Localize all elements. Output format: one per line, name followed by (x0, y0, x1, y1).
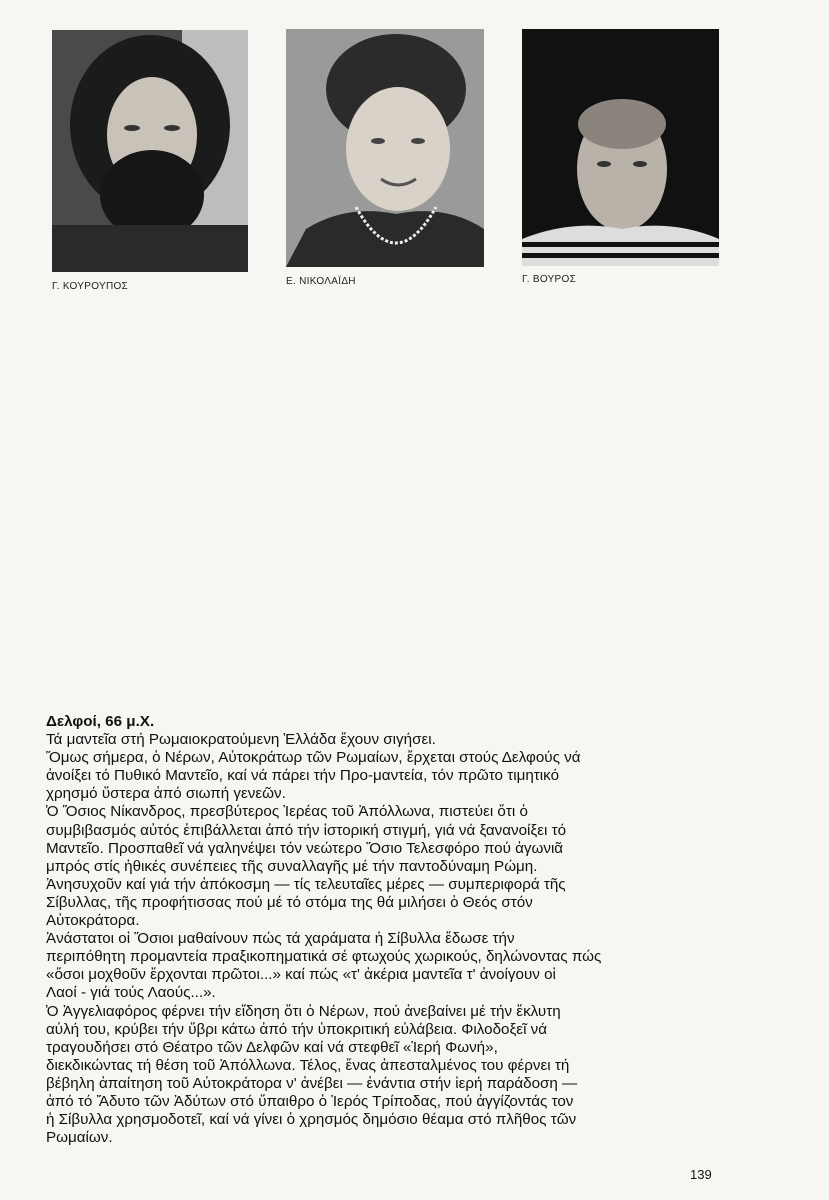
portrait-image (286, 29, 484, 267)
article-line: Αὐτοκράτορα. (46, 912, 140, 930)
page-number: 139 (690, 1167, 712, 1182)
article-line: «ὅσοι μοχθοῦν ἔρχονται πρῶτοι...» καί πώς «τ' ἀκέρια μαντεῖα τ' ἀνοίγουν οἱ (46, 966, 556, 984)
portrait-image (52, 30, 248, 272)
article-body (46, 713, 736, 1147)
article-line: διεκδικώντας τή θέση τοῦ Ἀπόλλωνα. Τέλος, ἕνας ἀπεσταλμένος του φέρνει τή (46, 1056, 570, 1074)
photo-caption: Ε. ΝΙΚΟΛΑΪΔΗ (286, 276, 356, 287)
article-line: μπρός στίς ἠθικές συνέπειες τῆς συναλλαγῆς μέ τήν παντοδύναμη Ρώμη. (46, 857, 538, 875)
article-line: Τά μαντεῖα στή Ρωμαιοκρατούμενη Ἑλλάδα ἔχουν σιγήσει. (46, 731, 436, 749)
photo-caption: Γ. ΚΟΥΡΟΥΠΟΣ (52, 281, 129, 292)
portrait-image (522, 29, 719, 266)
article-line: Ὁ Ὅσιος Νίκανδρος, πρεσβύτερος Ἱερέας τοῦ Ἀπόλλωνα, πιστεύει ὅτι ὁ (46, 803, 528, 821)
article-line: Ρωμαίων. (46, 1129, 113, 1147)
article-line: Μαντεῖο. Προσπαθεῖ νά γαληνέψει τόν νεώτερο Ὅσιο Τελεσφόρο πού ἀγωνιᾶ (46, 839, 564, 857)
article-heading: Δελφοί, 66 μ.Χ. (46, 713, 155, 730)
article-line: ἀνοίξει τό Πυθικό Μαντεῖο, καί νά πάρει τήν Προ-μαντεία, τόν πρῶτο τιμητικό (46, 767, 560, 785)
portrait-photo-kouroupos (52, 30, 248, 272)
article-line: αὐλή του, κρύβει τήν ὕβρι κάτω ἀπό τήν ὑποκριτική εὐλάβεια. Φιλοδοξεῖ νά (46, 1020, 548, 1038)
article-line: βέβηλη ἀπαίτηση τοῦ Αὐτοκράτορα ν' ἀνέβει — ἐνάντια στήν ἱερή παράδοση — (46, 1074, 578, 1092)
article-line: συμβιβασμός αὐτός ἐπιβάλλεται ἀπό τήν ἱστορική στιγμή, γιά νά ξανανοίξει τό (46, 821, 567, 839)
article-line: Σίβυλλας, τῆς προφήτισσας πού μέ τό στόμα της θά μιλήσει ὁ Θεός στόν (46, 893, 533, 911)
article-line: τραγουδήσει στό Θέατρο τῶν Δελφῶν καί νά στεφθεῖ «Ἱερή Φωνή», (46, 1038, 498, 1056)
article-line: ἡ Σίβυλλα χρησμοδοτεῖ, καί νά γίνει ὁ χρησμός δημόσιο θέαμα στό πλῆθος τῶν (46, 1111, 577, 1129)
photo-caption: Γ. ΒΟΥΡΟΣ (522, 274, 577, 285)
article-line: ἀπό τό Ἄδυτο τῶν Ἀδύτων στό ὕπαιθρο ὁ Ἱερός Τρίποδας, πού ἀγγίζοντάς τον (46, 1092, 574, 1110)
article-line: Ὁ Ἀγγελιαφόρος φέρνει τήν εἴδηση ὅτι ὁ Νέρων, πού ἀνεβαίνει μέ τήν ἔκλυτη (46, 1002, 561, 1020)
article-line: Ὅμως σήμερα, ὁ Νέρων, Αὐτοκράτωρ τῶν Ρωμαίων, ἔρχεται στούς Δελφούς νά (46, 749, 581, 767)
article-line: Ἀνησυχοῦν καί γιά τήν ἀπόκοσμη — τίς τελευταῖες μέρες — συμπεριφορά τῆς (46, 875, 566, 893)
article-line: Ἀνάστατοι οἱ Ὅσιοι μαθαίνουν πώς τά χαράματα ἡ Σίβυλλα ἔδωσε τήν (46, 930, 515, 948)
portrait-photo-nikolaidi (286, 29, 484, 267)
article-line: περιπόθητη προμαντεία πραξικοπηματικά σέ φτωχούς χωρικούς, δηλώνοντας πώς (46, 948, 602, 966)
portrait-photo-vouros (522, 29, 719, 266)
article-line: Λαοί - γιά τούς Λαούς...». (46, 984, 216, 1002)
article-line: χρησμό ὕστερα ἀπό σιωπή γενεῶν. (46, 785, 286, 803)
